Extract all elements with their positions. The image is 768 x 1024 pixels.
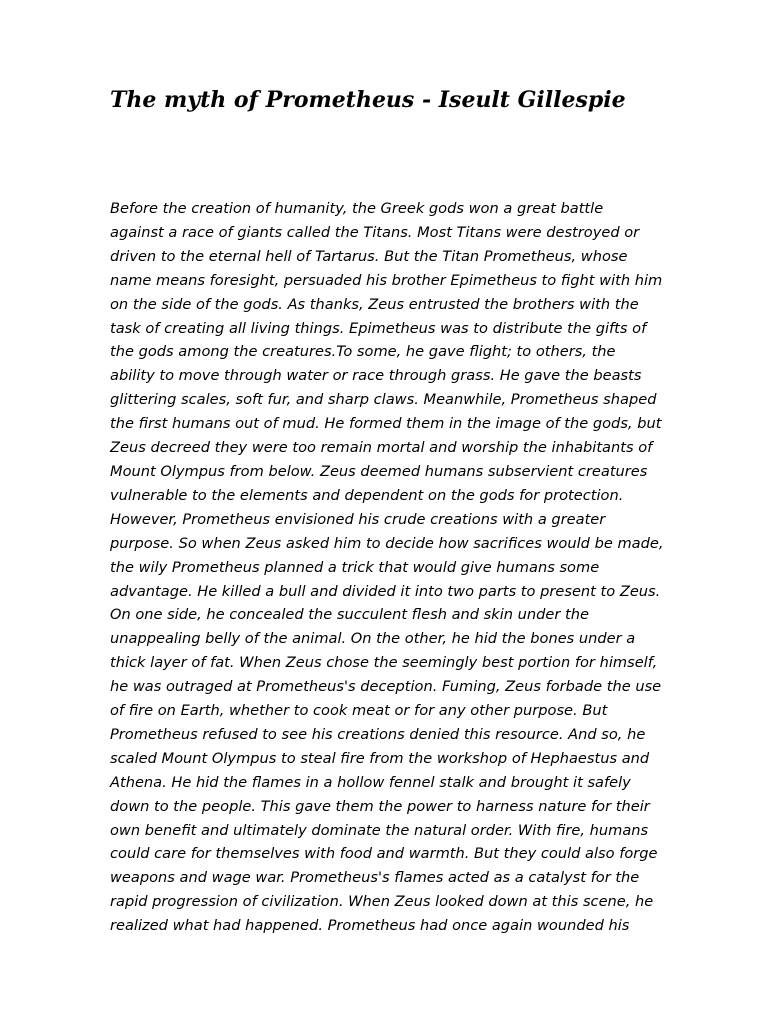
body-line: However, Prometheus envisioned his crude creations with a greater: [110, 510, 606, 528]
body-line: driven to the eternal hell of Tartarus. But the Titan Prometheus, whose: [110, 247, 628, 265]
body-line: Before the creation of humanity, the Greek gods won a great battle: [110, 200, 604, 217]
body-line: could care for themselves with food and warmth. But they could also forge: [110, 845, 658, 863]
body-line: the wily Prometheus planned a trick that would give humans some: [110, 558, 600, 576]
document-title: The myth of Prometheus - Iseult Gillespie: [110, 87, 626, 113]
body-line: own benefit and ultimately dominate the natural order. With fire, humans: [110, 821, 649, 839]
body-line: ability to move through water or race through grass. He gave the beasts: [110, 367, 642, 385]
body-line: vulnerable to the elements and dependent on the gods for protection.: [110, 486, 624, 504]
body-line: down to the people. This gave them the power to harness nature for their: [110, 797, 650, 815]
body-line: thick layer of fat. When Zeus chose the seemingly best portion for himself,: [110, 654, 658, 672]
body-line: advantage. He killed a bull and divided it into two parts to present to Zeus.: [110, 582, 661, 600]
body-line: scaled Mount Olympus to steal fire from the workshop of Hephaestus and: [110, 749, 650, 767]
body-line: realized what had happened. Prometheus had once again wounded his: [110, 917, 630, 935]
body-line: glittering scales, soft fur, and sharp claws. Meanwhile, Prometheus shaped: [110, 391, 657, 409]
body-line: name means foresight, persuaded his brother Epimetheus to fight with him: [110, 271, 663, 289]
body-line: Mount Olympus from below. Zeus deemed humans subservient creatures: [110, 462, 648, 480]
body-line: On one side, he concealed the succulent flesh and skin under the: [110, 606, 589, 624]
body-line: purpose. So when Zeus asked him to decide how sacrifices would be made,: [110, 534, 664, 552]
body-line: against a race of giants called the Titans. Most Titans were destroyed or: [110, 223, 640, 241]
body-line: task of creating all living things. Epimetheus was to distribute the gifts of: [110, 319, 647, 337]
body-line: the gods among the creatures.To some, he gave flight; to others, the: [110, 343, 616, 361]
document-body: [110, 197, 670, 938]
body-line: rapid progression of civilization. When Zeus looked down at this scene, he: [110, 893, 654, 911]
body-line: Athena. He hid the flames in a hollow fennel stalk and brought it safely: [110, 773, 631, 791]
body-line: weapons and wage war. Prometheus's flames acted as a catalyst for the: [110, 869, 640, 887]
body-line: the first humans out of mud. He formed them in the image of the gods, but: [110, 415, 662, 433]
body-line: he was outraged at Prometheus's deception. Fuming, Zeus forbade the use: [110, 678, 662, 696]
body-line: Prometheus refused to see his creations denied this resource. And so, he: [110, 725, 646, 743]
body-line: on the side of the gods. As thanks, Zeus entrusted the brothers with the: [110, 295, 639, 313]
body-line: Zeus decreed they were too remain mortal and worship the inhabitants of: [110, 439, 653, 457]
body-line: unappealing belly of the animal. On the other, he hid the bones under a: [110, 630, 636, 648]
body-line: of fire on Earth, whether to cook meat or for any other purpose. But: [110, 702, 608, 720]
